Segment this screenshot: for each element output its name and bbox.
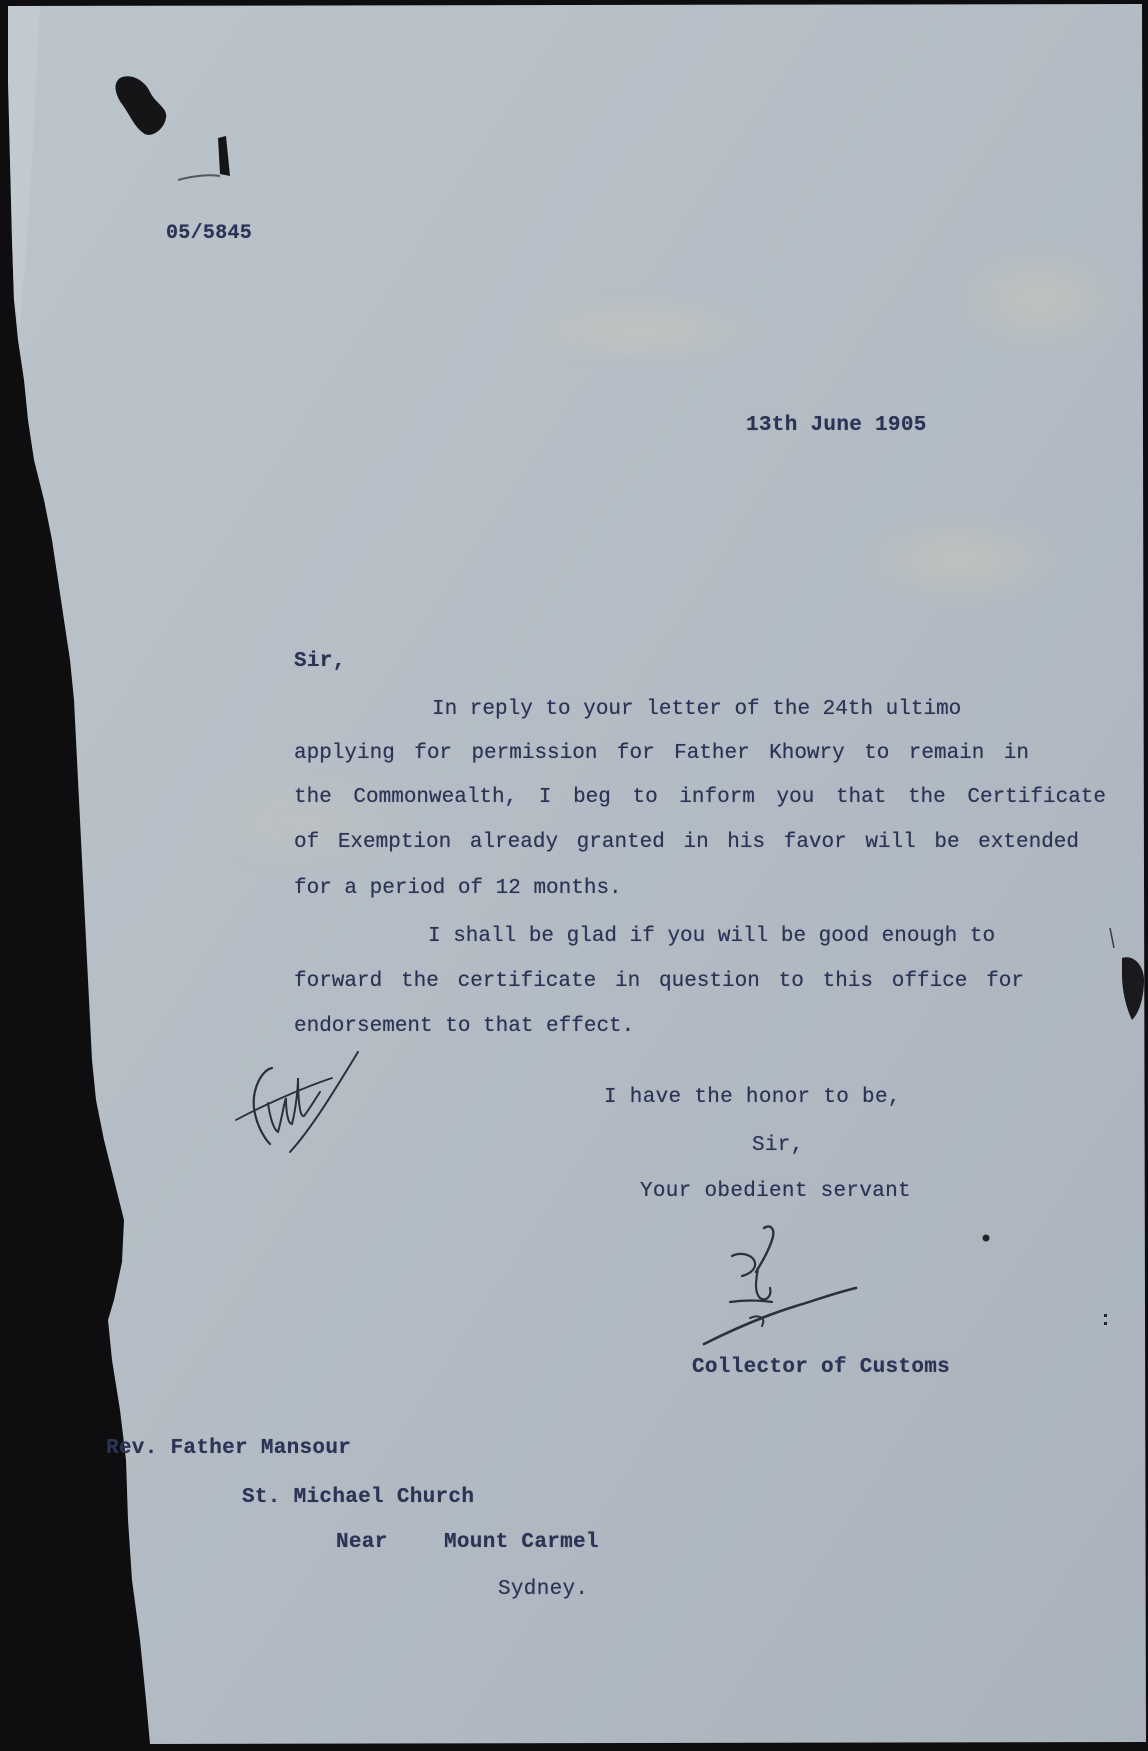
addressee-city: Sydney. [498, 1578, 589, 1601]
paragraph-2-line-3: endorsement to that effect. [294, 1015, 635, 1038]
handwritten-initials-left [232, 1048, 362, 1158]
paragraph-2-line-1: I shall be glad if you will be good enough to [428, 925, 996, 948]
letter-date: 13th June 1905 [746, 414, 927, 437]
paragraph-1-line-4: of Exemption already granted in his favor will be extended [294, 831, 1079, 854]
closing-line-2: Sir, [752, 1134, 804, 1157]
addressee-place: Mount Carmel [444, 1531, 599, 1554]
file-reference: 05/5845 [166, 222, 253, 245]
addressee-near: Near [336, 1531, 388, 1554]
addressee-street: St. Michael Church [242, 1486, 475, 1509]
paragraph-1-line-3: the Commonwealth, I beg to inform you that the Certificate [294, 786, 1106, 809]
paragraph-1-line-5: for a period of 12 months. [294, 877, 622, 900]
paragraph-2-line-2: forward the certificate in question to this office for [294, 970, 1024, 993]
closing-line-1: I have the honor to be, [604, 1086, 901, 1109]
closing-line-3: Your obedient servant [640, 1180, 911, 1203]
salutation: Sir, [294, 650, 346, 673]
handwritten-signature [700, 1222, 860, 1348]
paragraph-1-line-1: In reply to your letter of the 24th ultimo [432, 698, 962, 721]
paragraph-1-line-2: applying for permission for Father Khowry to remain in [294, 742, 1029, 765]
addressee-name: Rev. Father Mansour [106, 1437, 352, 1460]
signatory-title: Collector of Customs [692, 1356, 951, 1379]
